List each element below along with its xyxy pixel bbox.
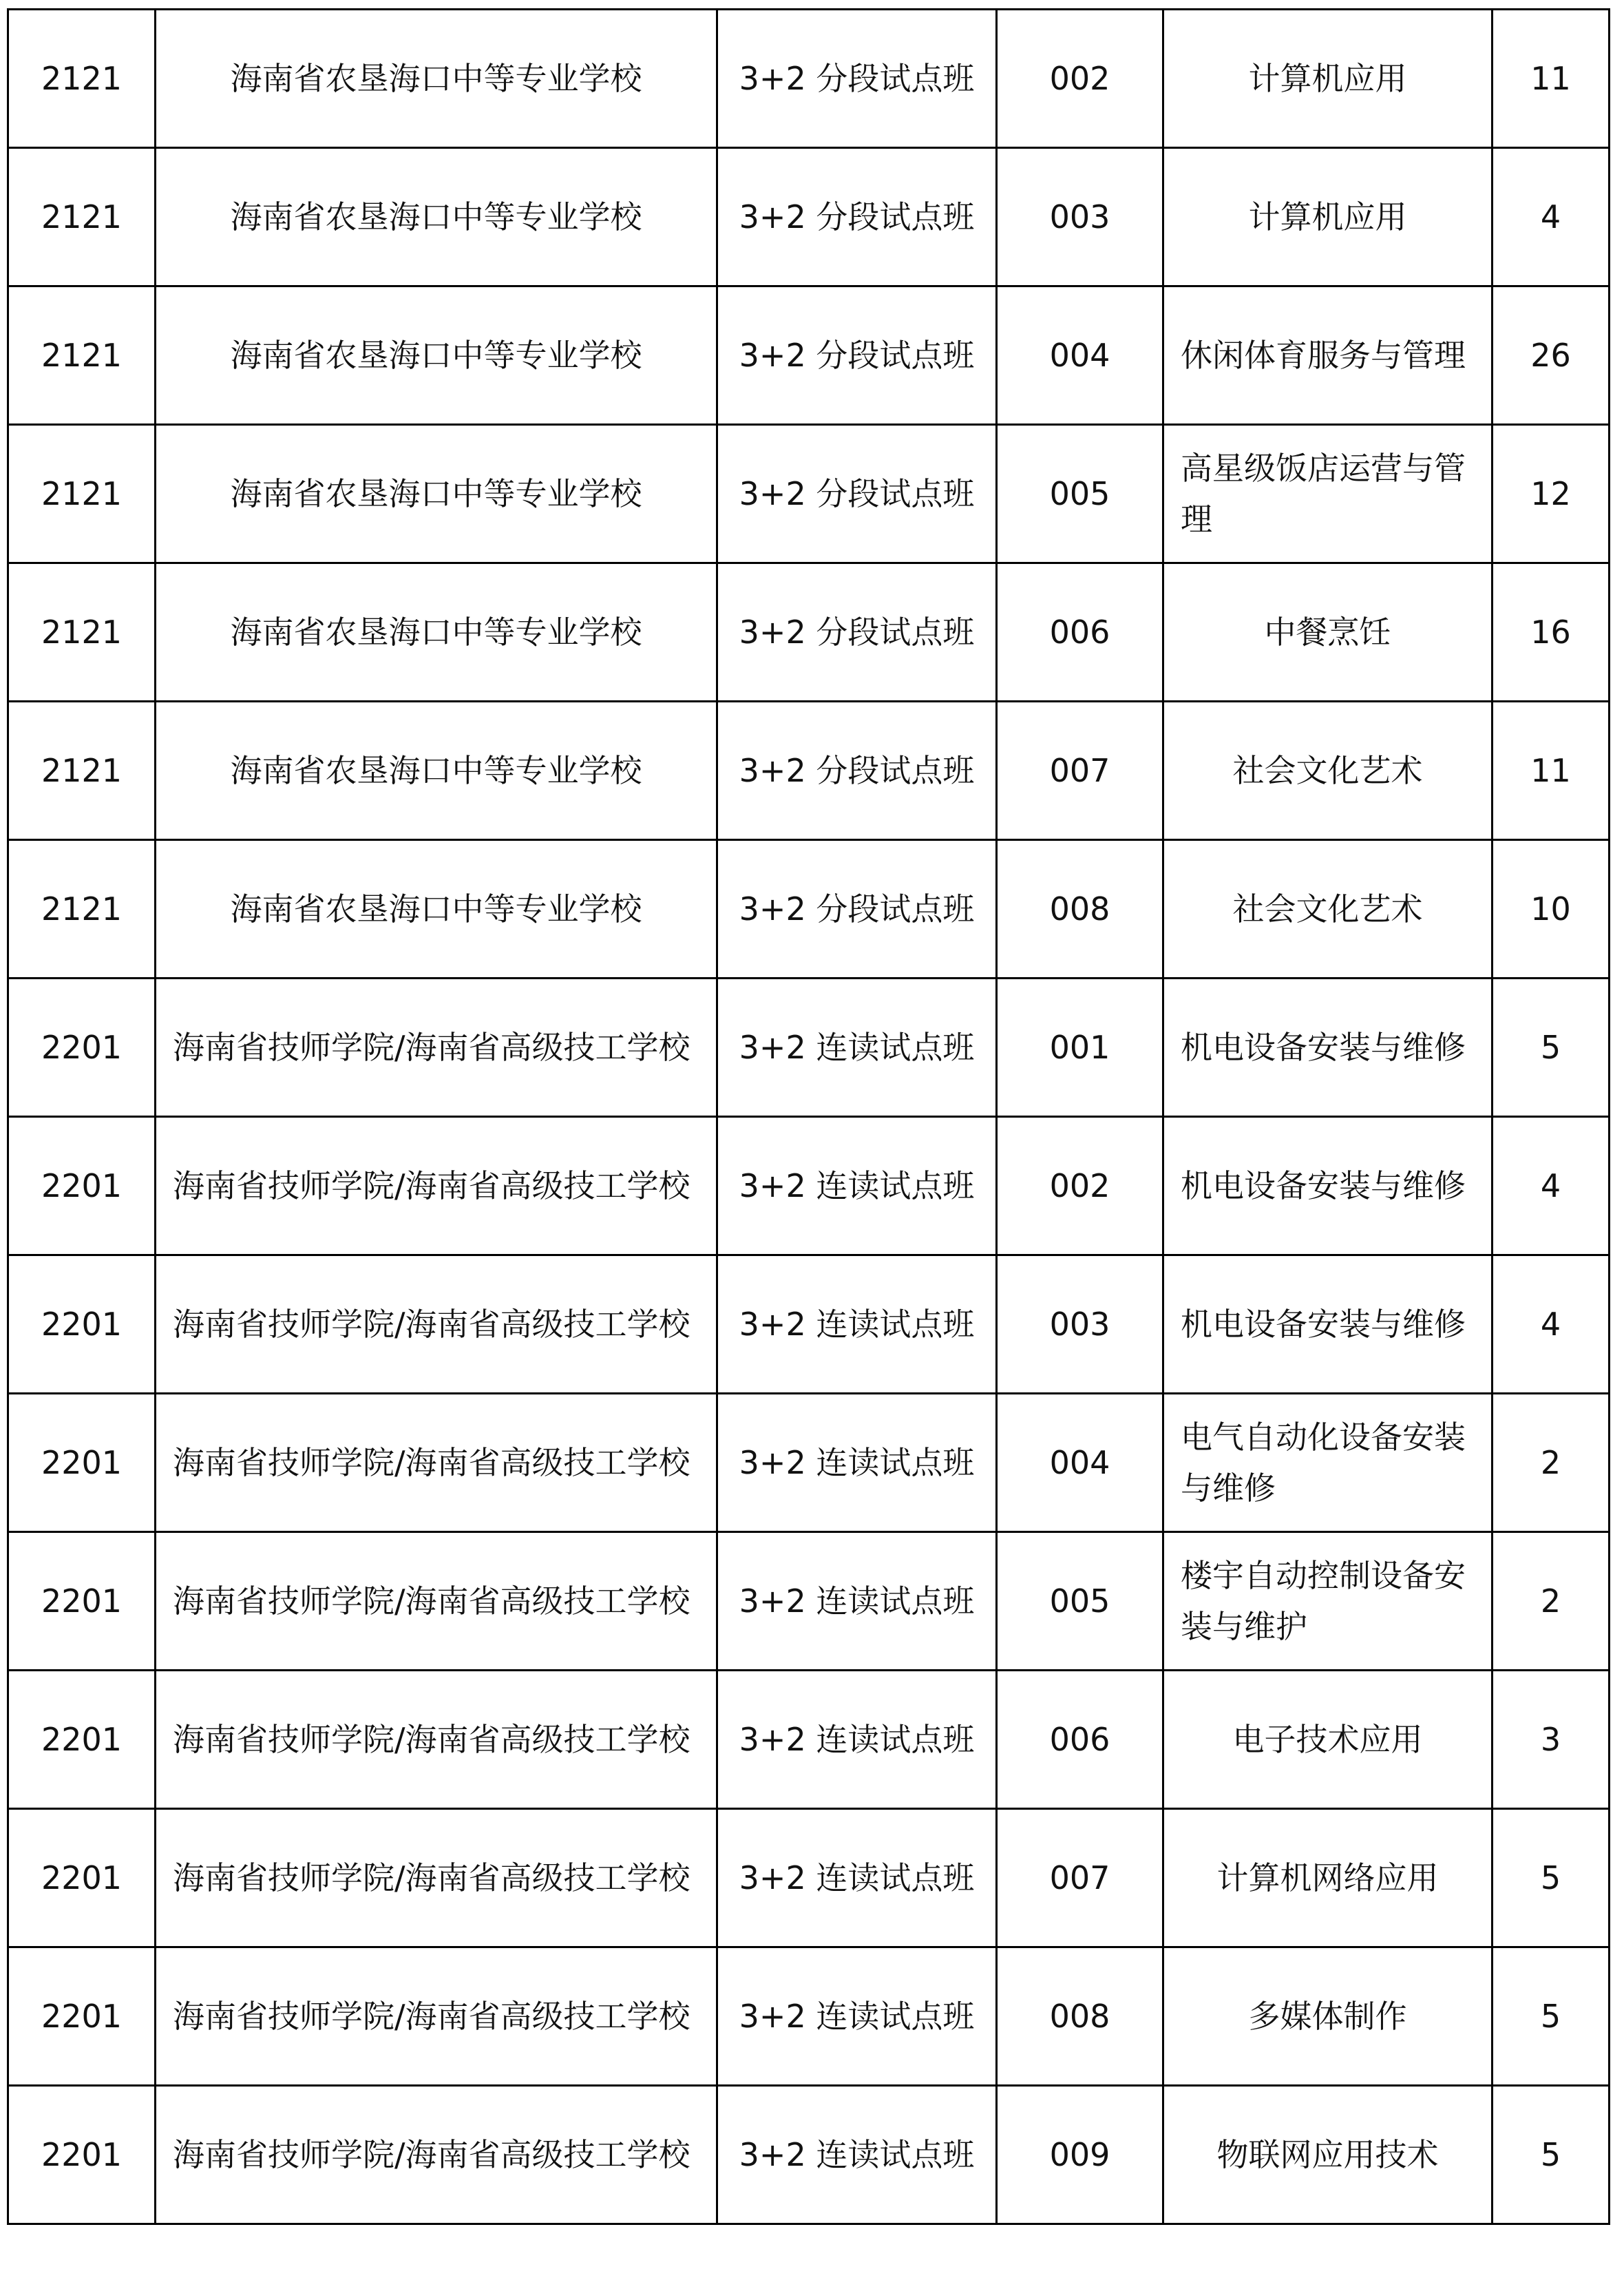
table-row [8, 1532, 1610, 1671]
table-row [8, 1809, 1610, 1947]
major-name-cell: 电子技术应用 [1163, 1671, 1493, 1809]
enroll-count-cell: 4 [1493, 1255, 1610, 1394]
class-type-cell: 3+2 连读试点班 [717, 979, 997, 1117]
major-name-cell: 机电设备安装与维修 [1163, 1255, 1493, 1394]
class-type-cell: 3+2 连读试点班 [717, 1809, 997, 1947]
enroll-count-cell: 4 [1493, 1117, 1610, 1255]
enroll-count-cell: 3 [1493, 1671, 1610, 1809]
major-code-cell: 008 [997, 1947, 1163, 2086]
school-code-cell: 2121 [8, 425, 156, 563]
major-code-cell: 009 [997, 2086, 1163, 2224]
major-name-cell: 计算机应用 [1163, 10, 1493, 148]
class-type-cell: 3+2 连读试点班 [717, 1532, 997, 1671]
school-name-cell: 海南省技师学院/海南省高级技工学校 [156, 1671, 717, 1809]
school-code-cell: 2121 [8, 563, 156, 702]
major-code-cell: 005 [997, 1532, 1163, 1671]
school-name-cell: 海南省农垦海口中等专业学校 [156, 563, 717, 702]
school-name-cell: 海南省农垦海口中等专业学校 [156, 840, 717, 979]
enroll-count-cell: 12 [1493, 425, 1610, 563]
major-code-cell: 003 [997, 1255, 1163, 1394]
major-name-cell: 电气自动化设备安装与维修 [1163, 1394, 1493, 1532]
enroll-count-cell: 2 [1493, 1394, 1610, 1532]
major-code-cell: 001 [997, 979, 1163, 1117]
table-row [8, 10, 1610, 148]
class-type-cell: 3+2 分段试点班 [717, 563, 997, 702]
school-code-cell: 2201 [8, 979, 156, 1117]
table-row [8, 1255, 1610, 1394]
major-code-cell: 008 [997, 840, 1163, 979]
major-name-cell: 机电设备安装与维修 [1163, 979, 1493, 1117]
class-type-cell: 3+2 连读试点班 [717, 1947, 997, 2086]
major-code-cell: 007 [997, 702, 1163, 840]
table-row [8, 563, 1610, 702]
class-type-cell: 3+2 分段试点班 [717, 10, 997, 148]
table-row [8, 979, 1610, 1117]
major-name-cell: 计算机网络应用 [1163, 1809, 1493, 1947]
school-code-cell: 2121 [8, 148, 156, 286]
school-name-cell: 海南省技师学院/海南省高级技工学校 [156, 1117, 717, 1255]
table-row [8, 702, 1610, 840]
class-type-cell: 3+2 连读试点班 [717, 1117, 997, 1255]
enroll-count-cell: 5 [1493, 979, 1610, 1117]
school-code-cell: 2121 [8, 702, 156, 840]
school-name-cell: 海南省农垦海口中等专业学校 [156, 148, 717, 286]
enroll-count-cell: 5 [1493, 1809, 1610, 1947]
school-code-cell: 2201 [8, 1117, 156, 1255]
class-type-cell: 3+2 分段试点班 [717, 148, 997, 286]
enroll-count-cell: 10 [1493, 840, 1610, 979]
major-name-cell: 多媒体制作 [1163, 1947, 1493, 2086]
major-name-cell: 社会文化艺术 [1163, 702, 1493, 840]
enroll-count-cell: 5 [1493, 2086, 1610, 2224]
major-name-cell: 计算机应用 [1163, 148, 1493, 286]
major-code-cell: 006 [997, 563, 1163, 702]
table-row [8, 1671, 1610, 1809]
class-type-cell: 3+2 分段试点班 [717, 702, 997, 840]
school-name-cell: 海南省农垦海口中等专业学校 [156, 425, 717, 563]
major-code-cell: 002 [997, 10, 1163, 148]
major-code-cell: 007 [997, 1809, 1163, 1947]
enrollment-table [7, 8, 1610, 2225]
table-row [8, 1394, 1610, 1532]
major-name-cell: 休闲体育服务与管理 [1163, 286, 1493, 425]
major-code-cell: 002 [997, 1117, 1163, 1255]
school-name-cell: 海南省农垦海口中等专业学校 [156, 702, 717, 840]
class-type-cell: 3+2 连读试点班 [717, 1394, 997, 1532]
table-row [8, 2086, 1610, 2224]
major-code-cell: 003 [997, 148, 1163, 286]
enroll-count-cell: 11 [1493, 702, 1610, 840]
table-row [8, 148, 1610, 286]
major-code-cell: 004 [997, 286, 1163, 425]
school-name-cell: 海南省农垦海口中等专业学校 [156, 10, 717, 148]
major-code-cell: 006 [997, 1671, 1163, 1809]
school-code-cell: 2121 [8, 10, 156, 148]
enroll-count-cell: 4 [1493, 148, 1610, 286]
table-row [8, 1947, 1610, 2086]
major-name-cell: 楼宇自动控制设备安装与维护 [1163, 1532, 1493, 1671]
school-name-cell: 海南省农垦海口中等专业学校 [156, 286, 717, 425]
school-code-cell: 2201 [8, 2086, 156, 2224]
enroll-count-cell: 16 [1493, 563, 1610, 702]
school-code-cell: 2201 [8, 1532, 156, 1671]
enroll-count-cell: 26 [1493, 286, 1610, 425]
school-code-cell: 2201 [8, 1809, 156, 1947]
school-code-cell: 2201 [8, 1947, 156, 2086]
class-type-cell: 3+2 分段试点班 [717, 840, 997, 979]
class-type-cell: 3+2 连读试点班 [717, 2086, 997, 2224]
major-code-cell: 005 [997, 425, 1163, 563]
class-type-cell: 3+2 连读试点班 [717, 1671, 997, 1809]
table-body [8, 10, 1610, 2224]
major-name-cell: 社会文化艺术 [1163, 840, 1493, 979]
enroll-count-cell: 11 [1493, 10, 1610, 148]
school-name-cell: 海南省技师学院/海南省高级技工学校 [156, 2086, 717, 2224]
major-name-cell: 中餐烹饪 [1163, 563, 1493, 702]
school-code-cell: 2201 [8, 1394, 156, 1532]
table-row [8, 840, 1610, 979]
school-code-cell: 2201 [8, 1255, 156, 1394]
school-name-cell: 海南省技师学院/海南省高级技工学校 [156, 979, 717, 1117]
table-row [8, 1117, 1610, 1255]
major-name-cell: 高星级饭店运营与管理 [1163, 425, 1493, 563]
major-name-cell: 机电设备安装与维修 [1163, 1117, 1493, 1255]
table-row [8, 425, 1610, 563]
enroll-count-cell: 5 [1493, 1947, 1610, 2086]
class-type-cell: 3+2 分段试点班 [717, 286, 997, 425]
school-name-cell: 海南省技师学院/海南省高级技工学校 [156, 1255, 717, 1394]
class-type-cell: 3+2 分段试点班 [717, 425, 997, 563]
school-name-cell: 海南省技师学院/海南省高级技工学校 [156, 1947, 717, 2086]
major-code-cell: 004 [997, 1394, 1163, 1532]
table-row [8, 286, 1610, 425]
major-name-cell: 物联网应用技术 [1163, 2086, 1493, 2224]
school-code-cell: 2121 [8, 286, 156, 425]
enroll-count-cell: 2 [1493, 1532, 1610, 1671]
class-type-cell: 3+2 连读试点班 [717, 1255, 997, 1394]
school-code-cell: 2121 [8, 840, 156, 979]
school-name-cell: 海南省技师学院/海南省高级技工学校 [156, 1809, 717, 1947]
school-name-cell: 海南省技师学院/海南省高级技工学校 [156, 1532, 717, 1671]
school-name-cell: 海南省技师学院/海南省高级技工学校 [156, 1394, 717, 1532]
school-code-cell: 2201 [8, 1671, 156, 1809]
